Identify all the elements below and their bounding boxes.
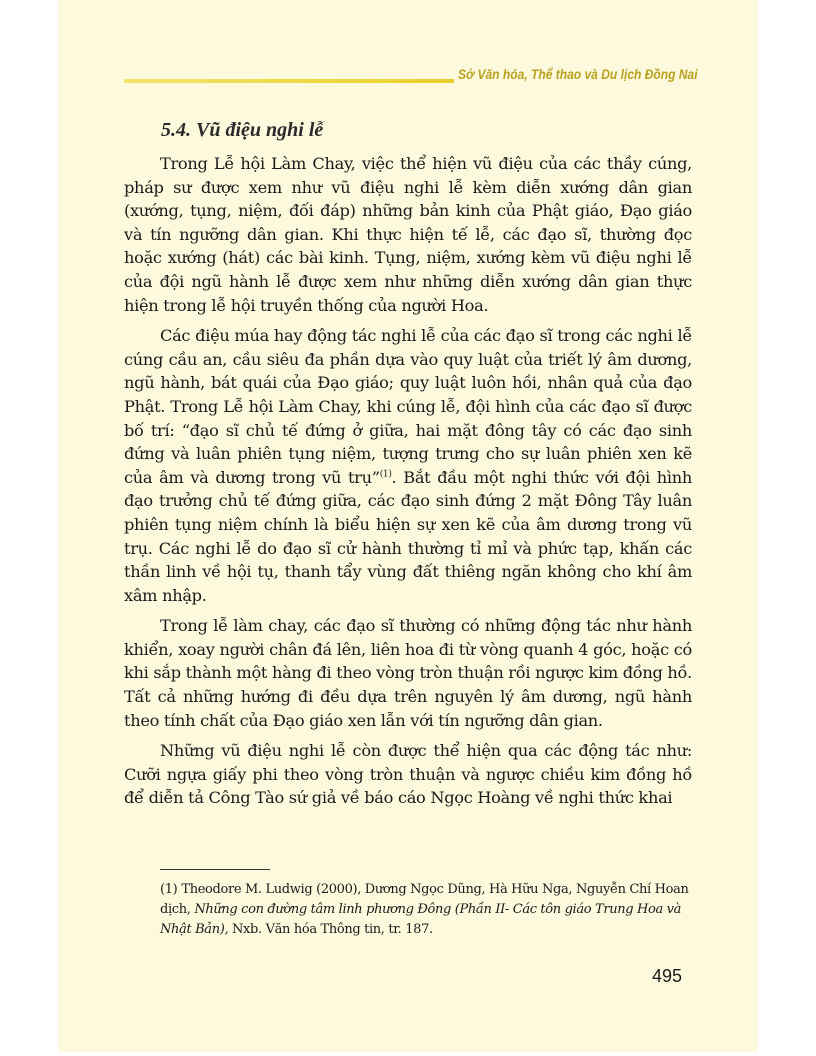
footnote-text-b: Nxb. Văn hóa Thông tin, tr. 187. (228, 922, 433, 937)
header-rule (124, 79, 454, 83)
footnote-marker: (1) (160, 882, 178, 897)
section-heading: 5.4. Vũ điệu nghi lễ (161, 119, 324, 141)
running-header-title: Sở Văn hóa, Thể thao và Du lịch Đồng Nai (458, 66, 698, 82)
page-number: 495 (652, 966, 683, 986)
footnote-book-title: Những con đường tâm linh phương Đông (Phần II- Các tôn giáo Trung Hoa và Nhật Bản), (160, 902, 682, 937)
footnote-reference[interactable]: (1) (379, 469, 392, 480)
paragraph-2-text-b: . Bắt đầu một nghi thức với đội hình đạo trưởng chủ tế đứng giữa, các đạo sinh đứng 2 mặt Đông Tây luân phiên tụng niệm chính là biểu hiện sự xen kẽ của âm dương trong vũ trụ. Các nghi lễ do đạo sĩ cử hành thường tỉ mỉ và phức tạp, khấn các thần linh về hội tụ, thanh tẩy vùng đất thiêng ngăn không cho khí âm xâm nhập. (124, 467, 692, 605)
page-content (124, 114, 692, 817)
paragraph-4: Những vũ điệu nghi lễ còn được thể hiện qua các động tác như: Cưỡi ngựa giấy phi theo vòng tròn thuận và ngược chiều kim đồng hồ để diễn tả Công Tào sứ giả về báo cáo Ngọc Hoàng về nghi thức khai (124, 741, 692, 808)
footnote (160, 880, 692, 940)
paragraph-1: Trong Lễ hội Làm Chay, việc thể hiện vũ điệu của các thầy cúng, pháp sư được xem như vũ điệu nghi lễ kèm diễn xướng dân gian (xướng, tụng, niệm, đối đáp) những bản kinh của Phật giáo, Đạo giáo và tín ngưỡng dân gian. Khi thực hiện tế lễ, các đạo sĩ, thường đọc hoặc xướng (hát) các bài kinh. Tụng, niệm, xướng kèm vũ điệu nghi lễ của đội ngũ hành lễ được xem như những diễn xướng dân gian thực hiện trong lễ hội truyền thống của người Hoa. (124, 154, 692, 315)
footnote-text-a: Theodore M. Ludwig (2000), Dương Ngọc Dũng, Hà Hữu Nga, Nguyễn Chí Hoan dịch, (160, 882, 689, 917)
paragraph-2-text-a: Các điệu múa hay động tác nghi lễ của các đạo sĩ trong các nghi lễ cúng cầu an, cầu siêu đa phần dựa vào quy luật của triết lý âm dương, ngũ hành, bát quái của Đạo giáo; quy luật luôn hồi, nhân quả của đạo Phật. Trong Lễ hội Làm Chay, khi cúng lễ, đội hình của các đạo sĩ được bố trí: “đạo sĩ chủ tế đứng ở giữa, hai mặt đông tây có các đạo sinh đứng và luân phiên tụng niệm, tượng trưng cho sự luân phiên xen kẽ của âm và dương trong vũ trụ” (124, 326, 692, 487)
footnote-divider (160, 869, 270, 870)
paragraph-2 (124, 324, 692, 607)
paragraph-3: Trong lễ làm chay, các đạo sĩ thường có những động tác như hành khiển, xoay người chân đá lên, liên hoa đi từ vòng quanh 4 góc, hoặc có khi sắp thành một hàng đi theo vòng tròn thuận rồi ngược kim đồng hồ. Tất cả những hướng đi đều dựa trên nguyên lý âm dương, ngũ hành theo tính chất của Đạo giáo xen lẫn với tín ngưỡng dân gian. (124, 616, 692, 730)
